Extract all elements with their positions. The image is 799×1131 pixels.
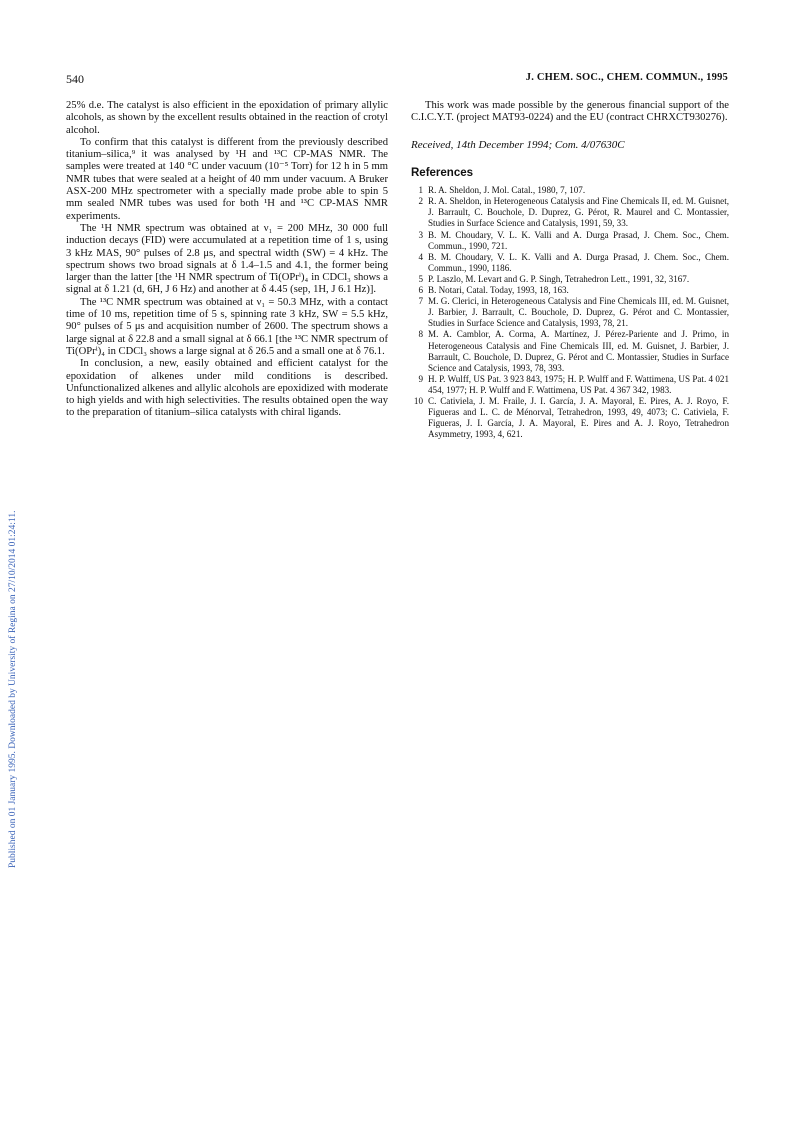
paragraph: To confirm that this catalyst is different from the previously described titanium–silica,⁹ it was analysed by ¹H and ¹³C CP-MAS NMR. The samples were treated at 140 °C under vacuum (10⁻⁵ Torr) for 12 h in 5 mm NMR tubes that were sealed at a height of 40 mm under vacuum. A Bruker ASX-200 MHz spectrometer with a specially made probe able to spin 5 mm sealed NMR tubes was used for both ¹H and ¹³C CP-MAS NMR experiments. [66, 136, 388, 222]
reference-item [411, 396, 729, 440]
acknowledgement: This work was made possible by the generous financial support of the C.I.C.Y.T. (project MAT93-0224) and the EU (contract CHRXCT930276). [411, 100, 729, 124]
page-number: 540 [66, 72, 84, 86]
references-heading: References [411, 166, 474, 179]
journal-header: J. CHEM. SOC., CHEM. COMMUN., 1995 [525, 72, 728, 83]
reference-item [411, 285, 729, 296]
reference-number: 7 [418, 296, 423, 307]
reference-text: P. Laszlo, M. Levart and G. P. Singh, Tetrahedron Lett., 1991, 32, 3167. [428, 273, 690, 284]
reference-text: B. M. Choudary, V. L. K. Valli and A. Durga Prasad, J. Chem. Soc., Chem. Commun., 1990, 721. [428, 229, 729, 251]
reference-number: 3 [418, 229, 423, 240]
reference-text: R. A. Sheldon, in Heterogeneous Catalysis and Fine Chemicals II, ed. M. Guisnet, J. Barrault, C. Bouchole, D. Duprez, G. Pérot, R. Maurel and C. Montassier, Studies in Surface Science and Catalysis, 1991, 59, 33. [428, 196, 729, 229]
reference-text: C. Cativiela, J. M. Fraile, J. I. García, J. A. Mayoral, E. Pires, A. J. Royo, F. Figueras and L. C. de Ménorval, Tetrahedron, 1993, 49, 4073; C. Cativiela, F. Figueras, J. I. García, J. A. Mayoral, E. Pires and A. J. Royo, Tetrahedron Asymmetry, 1993, 4, 621. [428, 395, 729, 440]
reference-item [411, 185, 729, 196]
reference-text: M. A. Camblor, A. Corma, A. Martínez, J. Pérez-Pariente and J. Primo, in Heterogeneous Catalysis and Fine Chemicals III, ed. M. Guisnet, J. Barbier, J. Barrault, C. Bouchole, D. Duprez, G. Pérot and C. Montassier, Studies in Surface Science and Catalysis, 1993, 78, 393. [428, 329, 729, 373]
received-date: Received, 14th December 1994; Com. 4/07630C [411, 138, 625, 151]
reference-item [411, 374, 729, 396]
reference-item [411, 296, 729, 329]
reference-text: B. M. Choudary, V. L. K. Valli and A. Durga Prasad, J. Chem. Soc., Chem. Commun., 1990, 1186. [428, 251, 729, 273]
reference-number: 9 [418, 373, 423, 384]
reference-item [411, 196, 729, 229]
paragraph: In conclusion, a new, easily obtained and efficient catalyst for the epoxidation of alkenes under mild conditions is described. Unfunctionalized alkenes and allylic alcohols are epoxidized with moderate to high yields and with high selectivities. The results obtained open the way to the preparation of titanium–silica catalysts with chiral ligands. [66, 358, 388, 419]
reference-text: R. A. Sheldon, J. Mol. Catal., 1980, 7, 107. [428, 185, 586, 196]
reference-item [411, 274, 729, 285]
reference-item [411, 252, 729, 274]
reference-number: 6 [418, 285, 423, 296]
reference-item [411, 230, 729, 252]
reference-text: B. Notari, Catal. Today, 1993, 18, 163. [428, 285, 569, 296]
reference-number: 2 [418, 196, 423, 207]
reference-item [411, 329, 729, 373]
reference-number: 1 [418, 185, 423, 196]
references-list [411, 185, 729, 440]
reference-text: H. P. Wulff, US Pat. 3 923 843, 1975; H. P. Wulff and F. Wattimena, US Pat. 4 021 454, 1977; H. P. Wulff and F. Wattimena, US Pat. 4 367 342, 1983. [428, 373, 729, 395]
reference-number: 10 [413, 395, 423, 406]
reference-number: 8 [418, 329, 423, 340]
paragraph: The ¹H NMR spectrum was obtained at ν₁ = 200 MHz, 30 000 full induction decays (FID) were accumulated at a repetition time of 1 s, using 3 kHz MAS, 90° pulses of 2.8 μs, and spectral width (SW) = 4 kHz. The spectrum shows two broad signals at δ 1.4–1.5 and 4.1, the former being larger than the latter [the ¹H NMR spectrum of Ti(OPrⁱ)₄ in CDCl₃ shows a signal at δ 1.21 (d, 6H, J 6 Hz) and another at δ 4.45 (sep, 1H, J 6.1 Hz)]. [66, 222, 388, 296]
reference-number: 4 [418, 251, 423, 262]
paragraph: The ¹³C NMR spectrum was obtained at ν₁ = 50.3 MHz, with a contact time of 10 ms, repetition time of 5 s, spinning rate 3 kHz, SW = 5.5 kHz, 90° pulses of 5 μs and acquisition number of 2600. The spectrum shows a large signal at δ 22.8 and a small signal at δ 66.1 [the ¹³C NMR spectrum of Ti(OPrⁱ)₄ in CDCl₃ shows a large signal at δ 26.5 and a small one at δ 76.1. [66, 296, 388, 357]
right-column [411, 100, 729, 440]
paragraph: 25% d.e. The catalyst is also efficient in the epoxidation of primary allylic alcohols, as shown by the excellent results obtained in the reaction of crotyl alcohol. [66, 100, 388, 136]
reference-number: 5 [418, 273, 423, 284]
side-publication-note[interactable]: Published on 01 January 1995. Downloaded by University of Regina on 27/10/2014 01:24:11. [8, 510, 18, 868]
reference-text: M. G. Clerici, in Heterogeneous Catalysis and Fine Chemicals III, ed. M. Guisnet, J. Barbier, J. Barrault, C. Bouchole, D. Duprez, G. Pérot and C. Montassier, Studies in Surface Science and Catalysis, 1993, 78, 21. [428, 296, 729, 329]
left-column [66, 100, 388, 420]
